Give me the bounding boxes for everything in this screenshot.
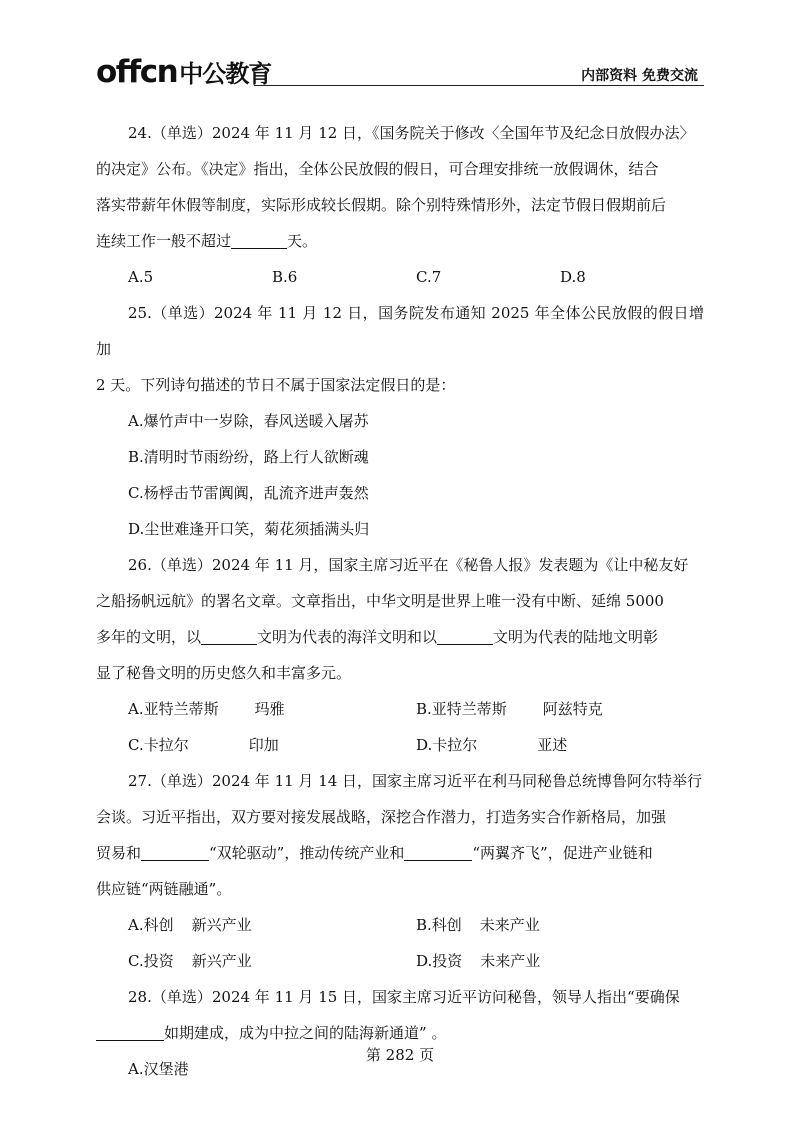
option-a: A.科创 新兴产业: [128, 916, 252, 934]
question-text: 26.（单选）2024 年 11 月，国家主席习近平在《秘鲁人报》发表题为《让中秘友好: [128, 556, 689, 574]
question-text: 24.（单选）2024 年 11 月 12 日，《国务院关于修改〈全国年节及纪念日放假办法〉: [128, 124, 695, 142]
option-a: A.5: [128, 268, 154, 286]
option-b: B.亚特兰蒂斯 阿兹特克: [416, 700, 603, 718]
question-text: 多年的文明，以 文明为代表的海洋文明和以 文明为代表的陆地文明彰: [96, 628, 659, 646]
question-text: 28.（单选）2024 年 11 月 15 日，国家主席习近平访问秘鲁，领导人指出“要确保: [128, 988, 680, 1006]
option-a: A.爆竹声中一岁除，春风送暖入屠苏: [128, 412, 369, 430]
question-text: 供应链“两链融通”。: [96, 880, 232, 898]
question-text: 连续工作一般不超过 天。: [96, 232, 318, 250]
option-d: D.尘世难逢开口笑，菊花须插满头归: [128, 520, 370, 538]
question-text: 贸易和 “双轮驱动”，推动传统产业和 “两翼齐飞”，促进产业链和: [96, 844, 653, 862]
options-row: [96, 727, 704, 763]
option-a: A.亚特兰蒂斯 玛雅: [128, 700, 285, 718]
logo-chinese: 中公教育: [179, 60, 272, 88]
answer-blank: [201, 626, 257, 645]
option-d: D.卡拉尔 亚述: [416, 736, 568, 754]
question-text: 2 天。下列诗句描述的节日不属于国家法定假日的是：: [96, 376, 456, 394]
page-content: [96, 115, 704, 1087]
option-b: B.科创 未来产业: [416, 916, 540, 934]
question-text: 如期建成，成为中拉之间的陆海新通道” 。: [96, 1015, 704, 1051]
answer-blank: [96, 1022, 164, 1041]
question-text: 27.（单选）2024 年 11 月 14 日，国家主席习近平在利马同秘鲁总统博鲁阿尔特举行: [128, 772, 703, 790]
option-d: D.投资 未来产业: [416, 952, 541, 970]
option-c: C.7: [416, 268, 442, 286]
options-row: [96, 691, 704, 727]
options-row: [96, 943, 704, 979]
logo-english: offcn: [96, 54, 178, 90]
question-text: 落实带薪年休假等制度，实际形成较长假期。除个别特殊情形外，法定节假日假期前后: [96, 196, 667, 214]
question-text: 的决定》公布。《决定》指出，全体公民放假的假日，可合理安排统一放假调休，结合: [96, 160, 659, 178]
page-header: [96, 54, 704, 90]
header-note: 内部资料 免费交流: [581, 68, 698, 84]
option-d: D.8: [560, 268, 586, 286]
options-row: [96, 259, 704, 295]
question-text: 25.（单选）2024 年 11 月 12 日，国务院发布通知 2025 年全体公民放假的假日增加: [96, 304, 704, 358]
answer-blank: [437, 626, 493, 645]
offcn-logo: [96, 56, 271, 88]
option-b: B.清明时节雨纷纷，路上行人欲断魂: [128, 448, 369, 466]
answer-blank: [141, 842, 209, 861]
option-b: B.6: [272, 268, 298, 286]
option-c: C.杨桴击节雷阗阗，乱流齐进声轰然: [128, 484, 369, 502]
option-a: A.汉堡港: [128, 1060, 189, 1078]
question-26: [96, 547, 704, 763]
question-text: 会谈。习近平指出，双方要对接发展战略，深挖合作潜力，打造务实合作新格局，加强: [96, 808, 667, 826]
question-text: 之船扬帆远航》的署名文章。文章指出，中华文明是世界上唯一没有中断、延绵 5000: [96, 592, 664, 610]
answer-blank: [231, 230, 287, 249]
question-28: [96, 979, 704, 1087]
answer-blank: [404, 842, 472, 861]
question-27: [96, 763, 704, 979]
option-c: C.卡拉尔 印加: [128, 736, 279, 754]
option-c: C.投资 新兴产业: [128, 952, 252, 970]
question-24: [96, 115, 704, 295]
page-number: 第 282 页: [365, 1046, 435, 1064]
question-25: [96, 295, 704, 547]
question-text: 显了秘鲁文明的历史悠久和丰富多元。: [96, 664, 352, 682]
header-rule: [254, 85, 704, 86]
options-row: [96, 907, 704, 943]
